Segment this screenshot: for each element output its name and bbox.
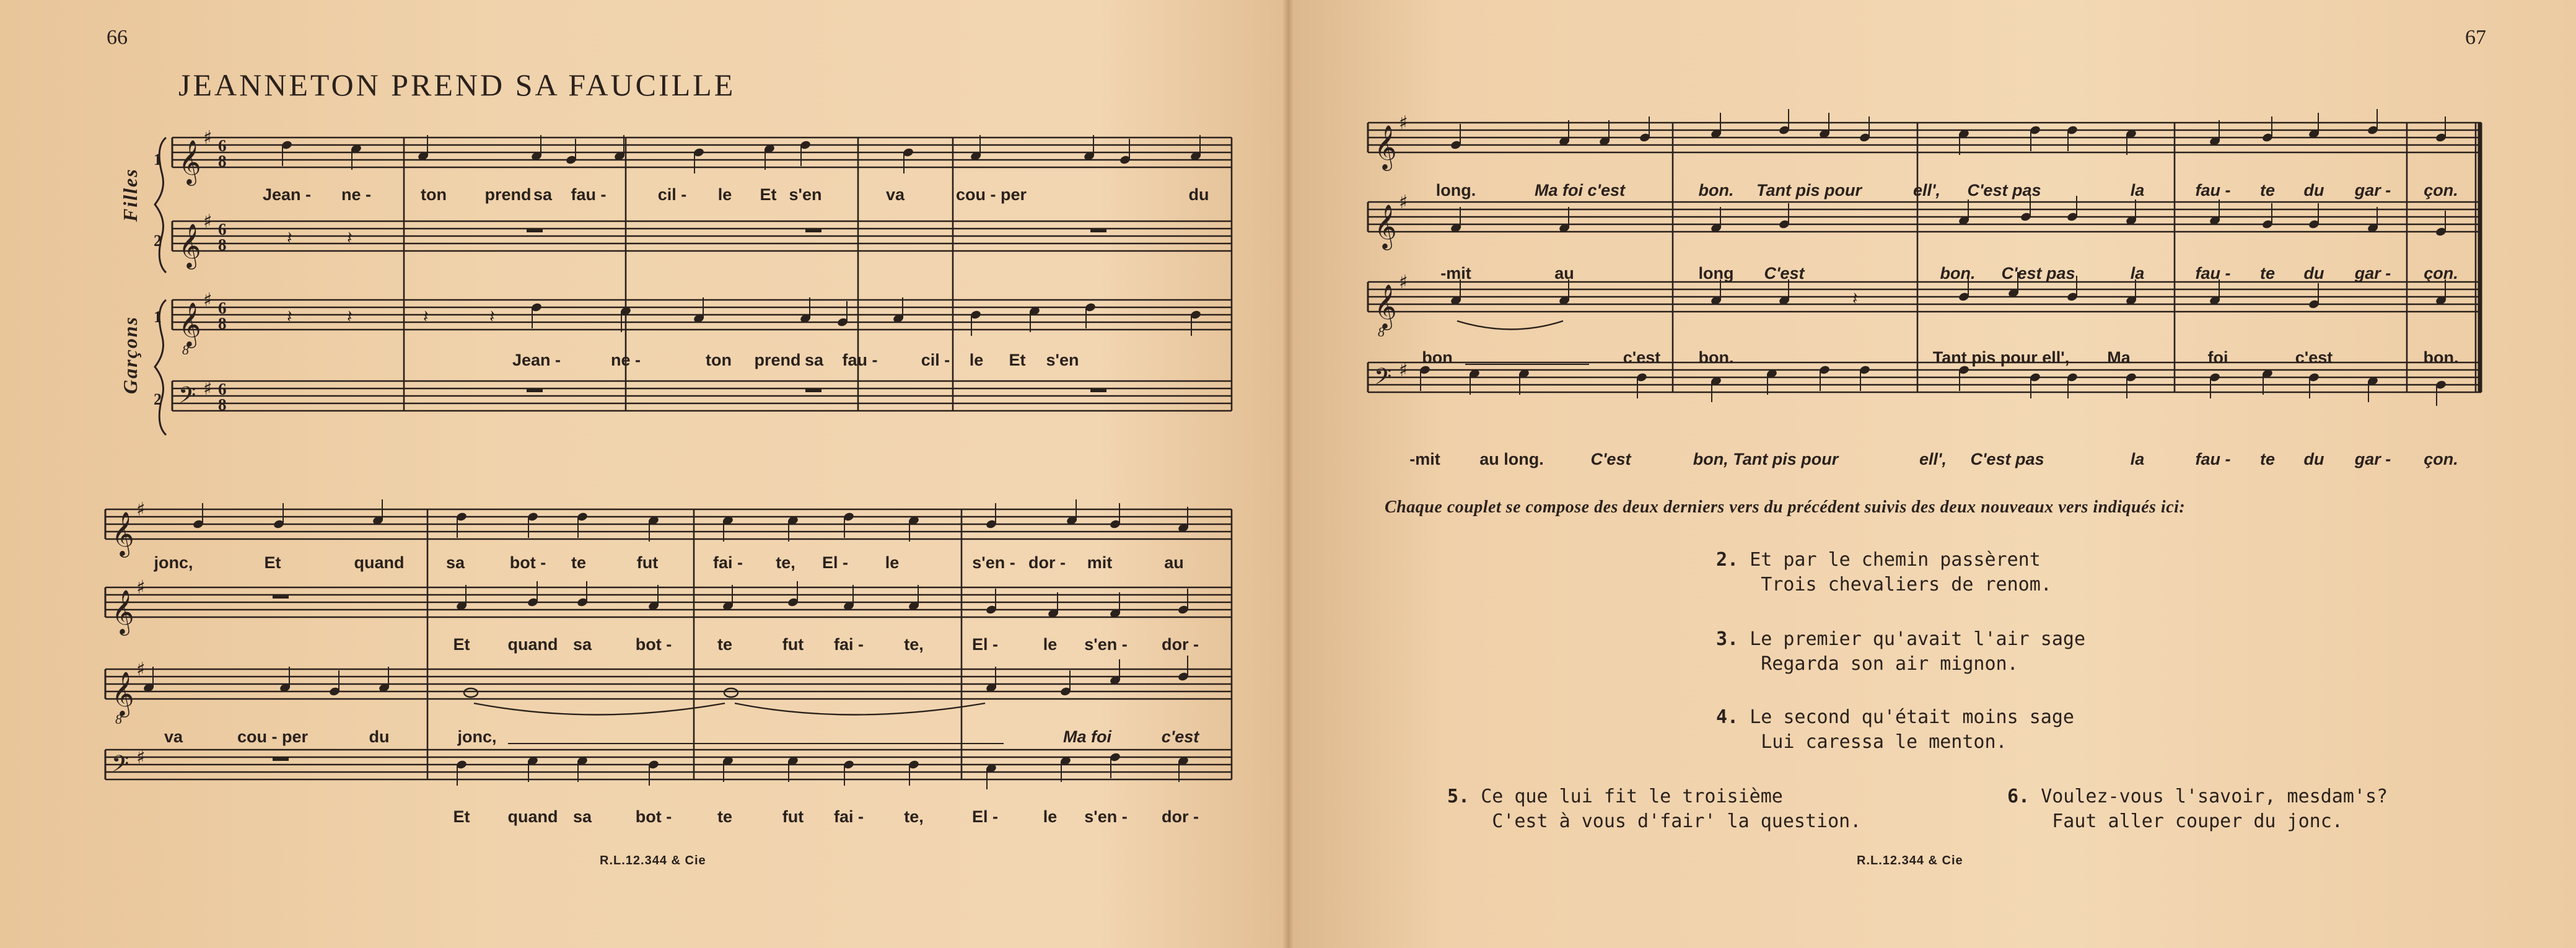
lyric-syllable: gar -: [2354, 181, 2391, 200]
stanza-line: Trois chevaliers de renom.: [1761, 574, 2052, 595]
bass-clef-icon: 𝄢: [178, 382, 196, 414]
rest-icon: 𝄽: [347, 227, 353, 248]
lyric-syllable: -mit: [1440, 264, 1471, 283]
sharp-icon: ♯: [136, 747, 146, 768]
lyric-syllable: C'est: [1764, 264, 1805, 283]
lyric-syllable: dor -: [1028, 553, 1066, 572]
couplet-instruction: Chaque couplet se compose des deux derniers vers du précédent suivis des deux nouveaux vers indiqués ici:: [1385, 498, 2186, 517]
lyric-syllable: bon.: [1940, 264, 1976, 283]
lyric-syllable: El -: [971, 635, 999, 654]
lyric-syllable: Tant pis pour: [1756, 181, 1862, 200]
lyric-syllable: fut: [782, 807, 804, 826]
voice-brace-icon: [155, 300, 166, 435]
lyric-syllable: le: [1043, 635, 1058, 654]
treble-clef-icon: 𝄞: [178, 139, 201, 184]
stanza-line: Ce que lui fit le troisième: [1481, 786, 1783, 807]
lyric-syllable: fut: [636, 553, 659, 572]
lyric-syllable: gar -: [2354, 450, 2391, 468]
lyric-syllable: Et: [453, 807, 470, 826]
lyric-syllable: bon.: [1698, 348, 1734, 367]
bass-clef-icon: 𝄢: [1374, 364, 1392, 395]
lyric-syllable: Jean -: [262, 185, 312, 204]
measure-rest-icon: [527, 388, 543, 392]
stanza-2: [1716, 548, 2052, 597]
lyric-syllable: te: [2259, 181, 2276, 200]
lyric-syllable: sa: [804, 351, 824, 369]
treble-clef-icon: 𝄞: [112, 589, 134, 634]
time-signature-top: 6: [218, 136, 227, 155]
lyric-syllable: ton: [421, 185, 447, 204]
octave-mark-icon: 8: [115, 711, 122, 727]
stanza-number: 6.: [2007, 786, 2030, 807]
stanza-4: [1716, 705, 2074, 755]
lyric-syllable: bot -: [635, 635, 672, 654]
lyric-syllable: fau -: [2195, 181, 2231, 200]
voice-label-garcons: Garçons: [119, 315, 141, 394]
lyric-syllable: cil -: [921, 351, 950, 369]
time-signature-bottom: 8: [218, 152, 227, 170]
lyric-syllable: dor -: [1162, 807, 1199, 826]
rest-icon: 𝄽: [287, 227, 292, 248]
lyric-syllable: dor -: [1162, 635, 1199, 654]
lyric-syllable: c'est: [1161, 727, 1199, 746]
publisher-imprint: R.L.12.344 & Cie: [1857, 854, 1963, 867]
voice-brace-icon: [155, 138, 166, 273]
lyric-syllable: Et: [264, 553, 281, 572]
stanza-3: [1716, 627, 2085, 677]
staff-number: 1: [154, 151, 162, 169]
stanza-line: Faut aller couper du jonc.: [2052, 810, 2343, 832]
voice-label-filles: Filles: [119, 168, 141, 222]
lyric-syllable: c'est: [1623, 348, 1661, 367]
lyric-syllable: la: [2130, 181, 2145, 200]
lyric-syllable: fai -: [712, 553, 743, 572]
sharp-icon: ♯: [203, 127, 212, 149]
lyric-syllable: quand: [507, 635, 558, 654]
song-title: JEANNETON PREND SA FAUCILLE: [178, 68, 736, 102]
tie-icon: [474, 703, 725, 715]
lyric-syllable: fau -: [842, 351, 878, 369]
half-note-head: [724, 688, 738, 697]
stanza-line: Le premier qu'avait l'air sage: [1750, 628, 2086, 650]
rest-icon: 𝄽: [287, 306, 292, 327]
lyric-syllable: va: [885, 185, 905, 204]
sharp-icon: ♯: [203, 289, 212, 311]
lyric-syllable: du: [2303, 450, 2324, 468]
lyric-syllable: va: [164, 727, 183, 746]
measure-rest-icon: [805, 229, 821, 232]
lyric-syllable: ell',: [1913, 181, 1940, 200]
tie-icon: [1457, 321, 1563, 330]
treble-clef-icon: 𝄞: [178, 222, 201, 268]
treble-clef-icon: 𝄞: [112, 670, 134, 716]
stanza-line: Et par le chemin passèrent: [1750, 549, 2041, 571]
lyric-syllable: te: [571, 553, 587, 572]
lyric-syllable: sa: [572, 635, 592, 654]
lyric-syllable: cil -: [657, 185, 687, 204]
measure-rest-icon: [273, 595, 289, 599]
lyric-syllable: du: [2303, 181, 2324, 200]
lyric-syllable: C'est: [1590, 450, 1631, 468]
lyric-syllable: Ma: [2107, 348, 2131, 367]
time-signature-top: 6: [218, 220, 227, 239]
lyric-syllable: C'est pas: [2001, 264, 2075, 283]
sharp-icon: ♯: [136, 499, 146, 520]
lyric-syllable: du: [1188, 185, 1209, 204]
lyric-syllable: fau -: [571, 185, 607, 204]
sharp-icon: ♯: [1399, 271, 1408, 293]
lyric-syllable: ell',: [1919, 450, 1947, 468]
lyric-syllable: bon.: [1698, 181, 1734, 200]
lyric-syllable: jonc,: [457, 727, 497, 746]
lyric-syllable: prend: [484, 185, 532, 204]
stanza-line: Regarda son air mignon.: [1761, 653, 2018, 675]
lyric-syllable: bot -: [635, 807, 672, 826]
lyric-syllable: sa: [533, 185, 553, 204]
measure-rest-icon: [805, 388, 821, 392]
lyric-syllable: s'en -: [972, 553, 1015, 572]
lyric-syllable: du: [2303, 264, 2324, 283]
lyric-syllable: le: [969, 351, 984, 369]
lyric-syllable: mit: [1087, 553, 1113, 572]
lyric-syllable: s'en: [789, 185, 822, 204]
lyric-syllable: du: [369, 727, 390, 746]
stanza-line: Voulez-vous l'savoir, mesdam's?: [2041, 786, 2388, 807]
stanza-number: 4.: [1716, 706, 1739, 728]
sharp-icon: ♯: [1399, 359, 1408, 381]
lyric-syllable: te: [717, 807, 733, 826]
stanza-number: 2.: [1716, 549, 1739, 571]
lyric-syllable: ne -: [341, 185, 372, 204]
measure-rest-icon: [1090, 388, 1106, 392]
stanza-line: Le second qu'était moins sage: [1750, 706, 2074, 728]
measure-rest-icon: [527, 229, 543, 232]
lyric-syllable: fut: [782, 635, 804, 654]
sharp-icon: ♯: [203, 378, 212, 400]
lyric-syllable: au: [1164, 553, 1184, 572]
treble-clef-icon: 𝄞: [1374, 283, 1397, 328]
stanza-5: [1447, 784, 1861, 834]
rest-icon: 𝄽: [1852, 288, 1858, 309]
lyric-syllable: Ma foi c'est: [1535, 181, 1625, 200]
lyric-syllable: cou - per: [237, 727, 309, 746]
lyric-syllable: Tant pis pour ell',: [1932, 348, 2070, 367]
staff-number: 2: [154, 390, 162, 408]
publisher-imprint: R.L.12.344 & Cie: [600, 854, 706, 867]
lyric-syllable: fai -: [833, 807, 864, 826]
stanza-6: [2007, 784, 2388, 834]
lyric-syllable: fau -: [2195, 264, 2231, 283]
lyric-syllable: s'en: [1046, 351, 1079, 369]
treble-clef-icon: 𝄞: [1374, 124, 1397, 169]
lyric-syllable: sa: [445, 553, 465, 572]
staff-number: 2: [154, 232, 162, 250]
sharp-icon: ♯: [136, 577, 146, 599]
lyric-syllable: El -: [821, 553, 849, 572]
lyric-syllable: bon: [1422, 348, 1453, 367]
octave-mark-icon: 8: [1378, 324, 1385, 340]
lyric-syllable: te,: [776, 553, 795, 572]
lyric-syllable: prend: [754, 351, 801, 369]
lyric-syllable: s'en -: [1084, 807, 1128, 826]
lyric-syllable: çon.: [2424, 264, 2458, 283]
time-signature-bottom: 8: [218, 235, 227, 254]
time-signature-bottom: 8: [218, 395, 227, 414]
lyric-syllable: C'est pas: [1970, 450, 2044, 468]
lyric-syllable: te,: [904, 635, 924, 654]
lyric-syllable: çon.: [2424, 450, 2458, 468]
treble-clef-icon: 𝄞: [178, 301, 201, 346]
stanza-number: 5.: [1447, 786, 1470, 807]
lyric-syllable: au: [1554, 264, 1574, 283]
staff-number: 1: [154, 308, 162, 326]
lyric-syllable: -mit: [1409, 450, 1440, 468]
lyric-syllable: Et: [453, 635, 470, 654]
lyric-syllable: C'est pas: [1967, 181, 2041, 200]
lyric-syllable: long.: [1435, 181, 1476, 200]
bass-clef-icon: 𝄢: [112, 751, 129, 783]
lyric-syllable: bon.: [2423, 348, 2459, 367]
lyric-syllable: la: [2130, 450, 2145, 468]
lyric-syllable: bot -: [509, 553, 546, 572]
stanza-line: C'est à vous d'fair' la question.: [1492, 810, 1862, 832]
lyric-syllable: le: [885, 553, 900, 572]
lyric-syllable: te: [2259, 264, 2276, 283]
lyric-syllable: sa: [572, 807, 592, 826]
lyric-syllable: long: [1698, 264, 1734, 283]
time-signature-top: 6: [218, 380, 227, 398]
stanza-line: Lui caressa le menton.: [1761, 731, 2007, 753]
rest-icon: 𝄽: [489, 306, 495, 327]
lyric-syllable: s'en -: [1084, 635, 1128, 654]
lyric-syllable: c'est: [2295, 348, 2333, 367]
half-note-head: [464, 688, 478, 697]
rest-icon: 𝄽: [347, 306, 353, 327]
octave-mark-icon: 8: [182, 342, 189, 358]
lyric-syllable: te,: [904, 807, 924, 826]
sharp-icon: ♯: [1399, 191, 1408, 213]
lyric-syllable: te: [2259, 450, 2276, 468]
time-signature-bottom: 8: [218, 314, 227, 333]
lyric-syllable: le: [1043, 807, 1058, 826]
lyric-syllable: gar -: [2354, 264, 2391, 283]
lyric-syllable: foi: [2207, 348, 2228, 367]
treble-clef-icon: 𝄞: [1374, 203, 1397, 248]
tie-icon: [735, 703, 985, 715]
page-number-left: 66: [107, 26, 128, 49]
lyric-syllable: fai -: [833, 635, 864, 654]
lyric-syllable: çon.: [2424, 181, 2458, 200]
measure-rest-icon: [273, 757, 289, 761]
rest-icon: 𝄽: [423, 306, 429, 327]
lyric-syllable: El -: [971, 807, 999, 826]
lyric-syllable: Jean -: [512, 351, 561, 369]
lyric-syllable: Ma foi: [1063, 727, 1111, 746]
page-number-right: 67: [2465, 26, 2486, 49]
lyric-syllable: Et: [1009, 351, 1026, 369]
lyric-syllable: ton: [706, 351, 732, 369]
lyric-syllable: te: [717, 635, 733, 654]
sharp-icon: ♯: [203, 211, 212, 232]
lyric-syllable: jonc,: [154, 553, 193, 572]
treble-clef-icon: 𝄞: [112, 511, 134, 556]
lyric-syllable: quand: [354, 553, 405, 572]
lyric-syllable: le: [717, 185, 732, 204]
lyric-syllable: fau -: [2195, 450, 2231, 468]
lyric-syllable: cou - per: [955, 185, 1027, 204]
lyric-syllable: la: [2130, 264, 2145, 283]
measure-rest-icon: [1090, 229, 1106, 232]
time-signature-top: 6: [218, 299, 227, 317]
lyric-syllable: bon, Tant pis pour: [1693, 450, 1839, 468]
stanza-number: 3.: [1716, 628, 1739, 650]
lyric-syllable: Et: [760, 185, 777, 204]
sharp-icon: ♯: [1399, 112, 1408, 134]
lyric-syllable: au long.: [1479, 450, 1544, 468]
lyric-syllable: quand: [507, 807, 558, 826]
lyric-syllable: ne -: [610, 351, 641, 369]
sharp-icon: ♯: [136, 659, 146, 680]
